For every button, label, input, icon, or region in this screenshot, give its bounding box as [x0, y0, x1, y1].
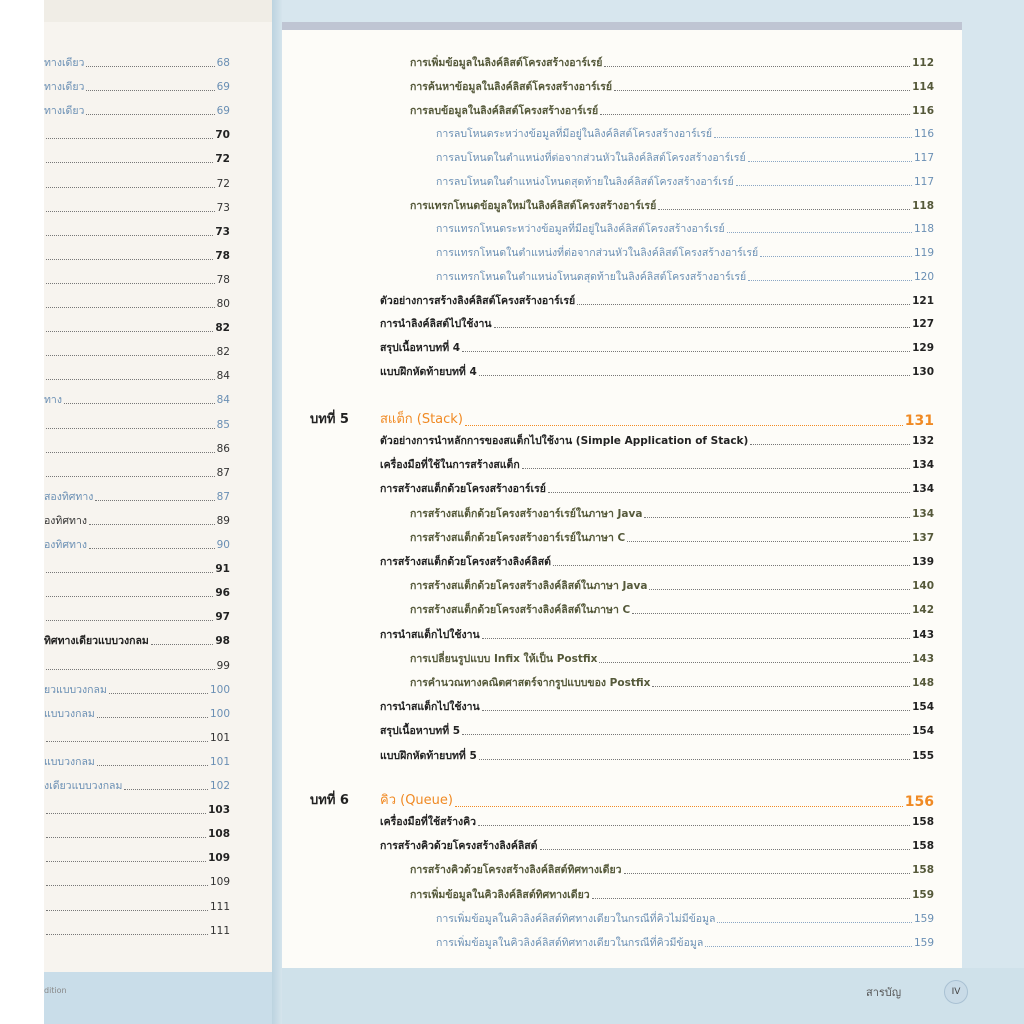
toc-entry-title: การเพิ่มข้อมูลในคิวลิงค์ลิสต์ทิศทางเดียว [410, 888, 590, 901]
toc-entry-page-number: 154 [912, 701, 934, 714]
toc-entry-title: การค้นหาข้อมูลในลิงค์ลิสต์โครงสร้างอาร์เรย์ [410, 80, 613, 93]
toc-entry-page-number: 109 [209, 876, 230, 889]
dot-leader [46, 138, 213, 139]
dot-leader [97, 765, 208, 766]
toc-entry-level-2[interactable] [436, 128, 934, 141]
left-toc-entry[interactable] [44, 539, 230, 552]
dot-leader [727, 232, 912, 233]
toc-entry-page-number: 129 [912, 342, 934, 354]
toc-entry-page-number: 108 [208, 828, 230, 841]
left-toc-entry[interactable] [44, 732, 230, 745]
toc-entry-title: การลบโหนดระหว่างข้อมูลที่มีอยู่ในลิงค์ลิสต์โครงสร้างอาร์เรย์ [436, 128, 713, 141]
left-toc-entry[interactable] [44, 346, 230, 359]
toc-entry-page-number: 69 [216, 105, 230, 118]
dot-leader [46, 187, 215, 188]
toc-entry-page-number: 111 [209, 900, 230, 913]
toc-entry-level-2[interactable] [436, 247, 934, 260]
left-toc-entry[interactable] [44, 467, 230, 480]
toc-entry-level-1[interactable] [410, 653, 934, 666]
toc-entry-page-number: 143 [912, 652, 934, 665]
toc-entry-title: การสร้างสแต็กด้วยโครงสร้างอาร์เรย์ [380, 483, 546, 496]
dot-leader [455, 806, 903, 807]
dot-leader [64, 403, 215, 404]
right-page [282, 0, 1024, 1024]
dot-leader [46, 283, 215, 284]
dot-leader [604, 66, 910, 67]
toc-entry-title: การสร้างสแต็กด้วยโครงสร้างอาร์เรย์ในภาษา C [410, 531, 626, 544]
toc-entry-page-number: 82 [216, 346, 230, 359]
dot-leader [627, 541, 910, 542]
toc-entry-page-number: 101 [209, 755, 230, 768]
chapter-heading[interactable] [380, 789, 934, 810]
dot-leader [714, 137, 912, 138]
left-toc-entry[interactable] [44, 419, 230, 432]
right-page-top-band [282, 22, 962, 30]
chapter-number: บทที่ 6 [310, 793, 349, 808]
toc-entry-level-0[interactable] [380, 459, 934, 472]
toc-entry-page-number: 102 [209, 780, 230, 792]
toc-entry-title: ทางเดียว [44, 57, 85, 69]
toc-entry-title: สองทิศทาง [44, 490, 94, 503]
toc-entry-page-number: 91 [215, 563, 230, 576]
dot-leader [95, 500, 214, 501]
toc-entry-level-0[interactable] [380, 295, 934, 308]
toc-entry-level-1[interactable] [410, 508, 934, 521]
toc-entry-page-number: 69 [216, 81, 230, 94]
dot-leader [46, 741, 208, 742]
toc-entry-level-0[interactable] [380, 435, 934, 448]
toc-entry-page-number: 116 [912, 104, 934, 117]
dot-leader [614, 90, 910, 91]
toc-entry-page-number: 90 [216, 539, 230, 551]
dot-leader [540, 849, 911, 850]
left-toc-entry[interactable] [44, 202, 230, 215]
toc-entry-title: ตัวอย่างการสร้างลิงค์ลิสต์โครงสร้างอาร์เรย์ [380, 294, 576, 307]
left-toc-entry[interactable] [44, 587, 230, 600]
toc-entry-page-number: 137 [912, 531, 934, 544]
toc-entry-page-number: 78 [216, 273, 230, 286]
toc-entry-level-0[interactable] [380, 342, 934, 355]
dot-leader [553, 565, 910, 566]
scan-margin [0, 0, 44, 1024]
dot-leader [86, 90, 214, 91]
dot-leader [632, 613, 910, 614]
left-toc-entry[interactable] [44, 226, 230, 239]
toc-entry-page-number: 134 [912, 507, 934, 520]
dot-leader [548, 492, 910, 493]
toc-entry-level-1[interactable] [410, 81, 934, 94]
dot-leader [46, 476, 215, 477]
dot-leader [705, 946, 912, 947]
toc-entry-page-number: 97 [215, 611, 230, 624]
toc-entry-page-number: 100 [209, 707, 230, 720]
toc-entry-page-number: 158 [912, 864, 934, 877]
left-toc-entry[interactable] [44, 274, 230, 287]
toc-entry-title: การแทรกโหนดในตำแหน่งที่ต่อจากส่วนหัวในลิงค์ลิสต์โครงสร้างอาร์เรย์ [436, 247, 759, 259]
chapter-page-number: 131 [904, 413, 934, 429]
dot-leader [46, 355, 215, 356]
dot-leader [479, 759, 910, 760]
dot-leader [46, 934, 208, 935]
left-toc-entry[interactable] [44, 394, 230, 407]
toc-entry-page-number: 99 [216, 659, 230, 672]
dot-leader [644, 517, 910, 518]
toc-entry-title: สรุปเนื้อหาบทที่ 5 [380, 725, 461, 738]
left-toc-entry[interactable] [44, 178, 230, 191]
toc-entry-page-number: 154 [912, 725, 934, 738]
dot-leader [750, 444, 910, 445]
toc-entry-title: สรุปเนื้อหาบทที่ 4 [380, 342, 461, 354]
left-toc-entry[interactable] [44, 852, 230, 865]
toc-entry-page-number: 87 [216, 490, 230, 503]
left-toc-entry[interactable] [44, 756, 230, 769]
toc-entry-page-number: 84 [216, 370, 230, 383]
toc-entry-title: การเพิ่มข้อมูลในคิวลิงค์ลิสต์ทิศทางเดียวในกรณีที่คิวมีข้อมูล [436, 937, 704, 949]
dot-leader [658, 209, 910, 210]
toc-entry-page-number: 119 [913, 247, 934, 259]
left-toc-entry[interactable] [44, 153, 230, 166]
left-toc-entry[interactable] [44, 129, 230, 142]
left-toc-entry[interactable] [44, 780, 230, 793]
toc-entry-page-number: 159 [912, 888, 934, 901]
toc-entry-level-0[interactable] [380, 725, 934, 738]
dot-leader [522, 468, 910, 469]
toc-entry-title: องทิศทาง [44, 514, 87, 527]
toc-entry-page-number: 140 [912, 580, 934, 593]
left-toc-entry[interactable] [44, 828, 230, 841]
left-toc-entry[interactable] [44, 635, 230, 648]
toc-entry-page-number: 117 [913, 152, 934, 164]
toc-entry-page-number: 72 [216, 177, 230, 190]
toc-entry-page-number: 87 [216, 466, 230, 479]
left-toc-entry[interactable] [44, 491, 230, 504]
dot-leader [46, 813, 206, 814]
toc-entry-title: การสร้างสแต็กด้วยโครงสร้างอาร์เรย์ในภาษา Java [410, 507, 643, 520]
toc-entry-title: การนำสแต็กไปใช้งาน [380, 701, 480, 714]
dot-leader [624, 873, 911, 874]
toc-entry-level-0[interactable] [380, 816, 934, 829]
dot-leader [482, 638, 910, 639]
chapter-title: คิว (Queue) [380, 793, 453, 808]
dot-leader [736, 185, 912, 186]
dot-leader [46, 162, 213, 163]
toc-entry-title: ยวแบบวงกลม [44, 683, 107, 696]
toc-entry-page-number: 70 [215, 129, 230, 142]
toc-entry-page-number: 86 [216, 442, 230, 455]
left-toc-entry[interactable] [44, 250, 230, 263]
toc-entry-level-2[interactable] [436, 176, 934, 189]
toc-entry-level-0[interactable] [380, 483, 934, 496]
toc-entry-title: การแทรกโหนดระหว่างข้อมูลที่มีอยู่ในลิงค์ลิสต์โครงสร้างอาร์เรย์ [436, 223, 725, 236]
toc-entry-title: การสร้างสแต็กด้วยโครงสร้างลิงค์ลิสต์ [380, 556, 551, 568]
toc-entry-level-1[interactable] [410, 200, 934, 213]
toc-entry-page-number: 114 [912, 80, 934, 93]
left-page [44, 0, 272, 1024]
toc-entry-page-number: 120 [913, 270, 934, 283]
toc-entry-level-1[interactable] [410, 580, 934, 593]
left-toc-entry[interactable] [44, 611, 230, 624]
toc-entry-title: ทิศทางเดียวแบบวงกลม [44, 635, 149, 648]
toc-entry-level-2[interactable] [436, 937, 934, 950]
toc-entry-title: การคำนวณทางคณิตศาสตร์จากรูปแบบของ Postfix [410, 677, 651, 689]
toc-entry-level-0[interactable] [380, 629, 934, 642]
left-toc-entry[interactable] [44, 804, 230, 817]
dot-leader [46, 837, 206, 838]
toc-entry-level-1[interactable] [410, 532, 934, 545]
toc-entry-page-number: 78 [215, 249, 230, 262]
toc-entry-title: การนำลิงค์ลิสต์ไปใช้งาน [380, 318, 492, 331]
toc-entry-title: การแทรกโหนดข้อมูลใหม่ในลิงค์ลิสต์โครงสร้างอาร์เรย์ [410, 199, 657, 212]
toc-entry-level-0[interactable] [380, 750, 934, 763]
dot-leader [478, 825, 910, 826]
toc-entry-title: ตัวอย่างการนำหลักการของสแต็กไปใช้งาน (Simple Application of Stack) [380, 435, 749, 447]
left-toc-entry[interactable] [44, 57, 230, 70]
dot-leader [86, 114, 214, 115]
toc-entry-level-1[interactable] [410, 105, 934, 118]
chapter-title: สแต็ก (Stack) [380, 412, 463, 427]
toc-entry-page-number: 158 [912, 816, 934, 828]
toc-entry-title: การนำสแต็กไปใช้งาน [380, 628, 480, 641]
toc-entry-title: การเพิ่มข้อมูลในคิวลิงค์ลิสต์ทิศทางเดียวในกรณีที่คิวไม่มีข้อมูล [436, 912, 716, 925]
dot-leader [151, 644, 214, 645]
toc-entry-page-number: 100 [209, 683, 230, 696]
dot-leader [97, 717, 208, 718]
dot-leader [748, 280, 912, 281]
dot-leader [46, 620, 213, 621]
left-toc-entry[interactable] [44, 925, 230, 938]
toc-entry-title: แบบวงกลม [44, 755, 95, 768]
toc-entry-page-number: 142 [912, 604, 934, 617]
toc-entry-page-number: 96 [215, 587, 230, 600]
dot-leader [748, 161, 912, 162]
left-toc-entry[interactable] [44, 684, 230, 697]
left-toc-entry[interactable] [44, 563, 230, 576]
toc-entry-level-0[interactable] [380, 840, 934, 853]
toc-entry-page-number: 118 [912, 199, 934, 212]
toc-entry-level-2[interactable] [436, 913, 934, 926]
dot-leader [462, 734, 910, 735]
toc-entry-level-0[interactable] [380, 556, 934, 569]
chapter-number: บทที่ 5 [310, 412, 349, 427]
dot-leader [46, 452, 215, 453]
toc-entry-level-2[interactable] [436, 223, 934, 236]
toc-entry-title: เครื่องมือที่ใช้ในการสร้างสแต็ก [380, 459, 520, 472]
left-toc-entry[interactable] [44, 298, 230, 311]
toc-entry-title: การเพิ่มข้อมูลในลิงค์ลิสต์โครงสร้างอาร์เรย์ [410, 57, 603, 69]
dot-leader [46, 910, 208, 911]
left-page-top-edge [44, 0, 272, 22]
toc-entry-page-number: 143 [912, 628, 934, 641]
toc-entry-page-number: 103 [208, 804, 230, 817]
toc-entry-page-number: 148 [912, 677, 934, 689]
chapter-heading[interactable] [380, 408, 934, 429]
toc-entry-level-0[interactable] [380, 701, 934, 714]
toc-entry-title: การลบโหนดในตำแหน่งที่ต่อจากส่วนหัวในลิงค์ลิสต์โครงสร้างอาร์เรย์ [436, 152, 746, 164]
toc-entry-page-number: 111 [209, 924, 230, 937]
dot-leader [649, 589, 910, 590]
dot-leader [46, 259, 213, 260]
toc-entry-title: องทิศทาง [44, 539, 87, 551]
dot-leader [89, 548, 215, 549]
left-toc-entry[interactable] [44, 515, 230, 528]
toc-entry-level-1[interactable] [410, 864, 934, 877]
dot-leader [46, 211, 215, 212]
toc-entry-page-number: 159 [913, 937, 934, 949]
dot-leader [482, 710, 910, 711]
dot-leader [600, 114, 910, 115]
toc-entry-page-number: 85 [216, 418, 230, 431]
toc-entry-page-number: 139 [912, 556, 934, 568]
toc-entry-page-number: 118 [913, 223, 934, 236]
toc-entry-level-2[interactable] [436, 271, 934, 284]
dot-leader [577, 304, 910, 305]
dot-leader [46, 235, 213, 236]
dot-leader [46, 669, 215, 670]
page-number-badge: IV [944, 980, 968, 1004]
toc-entry-page-number: 116 [913, 128, 934, 141]
toc-entry-page-number: 158 [912, 840, 934, 853]
dot-leader [599, 662, 910, 663]
right-page-bottom-edge [282, 968, 1024, 1024]
toc-entry-page-number: 109 [208, 852, 230, 865]
dot-leader [479, 375, 910, 376]
dot-leader [109, 693, 208, 694]
left-toc-entry[interactable] [44, 876, 230, 889]
toc-entry-title: แบบวงกลม [44, 707, 95, 720]
left-toc-entry[interactable] [44, 105, 230, 118]
dot-leader [46, 596, 213, 597]
toc-entry-page-number: 127 [912, 318, 934, 331]
dot-leader [86, 66, 214, 67]
toc-entry-title: แบบฝึกหัดท้ายบทที่ 5 [380, 749, 477, 762]
toc-entry-level-2[interactable] [436, 152, 934, 165]
toc-entry-title: การสร้างสแต็กด้วยโครงสร้างลิงค์ลิสต์ในภาษา C [410, 604, 631, 617]
toc-entry-title: การแทรกโหนดในตำแหน่งโหนดสุดท้ายในลิงค์ลิสต์โครงสร้างอาร์เรย์ [436, 270, 747, 283]
toc-entry-page-number: 130 [912, 365, 934, 378]
toc-entry-level-1[interactable] [410, 57, 934, 70]
dot-leader [124, 789, 208, 790]
toc-entry-page-number: 82 [215, 322, 230, 335]
toc-entry-page-number: 101 [209, 731, 230, 744]
toc-entry-page-number: 80 [216, 298, 230, 310]
toc-entry-title: ทางเดียว [44, 81, 85, 94]
dot-leader [46, 331, 213, 332]
toc-entry-page-number: 73 [215, 225, 230, 238]
toc-entry-title: การสร้างคิวด้วยโครงสร้างลิงค์ลิสต์ทิศทางเดียว [410, 864, 622, 877]
dot-leader [46, 572, 213, 573]
toc-entry-title: การลบข้อมูลในลิงค์ลิสต์โครงสร้างอาร์เรย์ [410, 104, 599, 117]
toc-entry-level-0[interactable] [380, 318, 934, 331]
toc-entry-title: งเดียวแบบวงกลม [44, 780, 123, 792]
toc-entry-page-number: 73 [216, 201, 230, 214]
chapter-page-number: 156 [904, 794, 934, 810]
toc-entry-level-1[interactable] [410, 677, 934, 690]
left-page-bottom-edge [44, 972, 272, 1024]
toc-entry-page-number: 159 [913, 912, 934, 925]
toc-entry-page-number: 98 [215, 635, 230, 648]
toc-entry-title: การเปลี่ยนรูปแบบ Infix ให้เป็น Postfix [410, 652, 598, 665]
left-toc-entry[interactable] [44, 81, 230, 94]
toc-entry-page-number: 132 [912, 435, 934, 447]
toc-entry-page-number: 112 [912, 57, 934, 69]
dot-leader [46, 885, 208, 886]
toc-entry-title: แบบฝึกหัดท้ายบทที่ 4 [380, 365, 477, 378]
dot-leader [717, 922, 911, 923]
toc-entry-page-number: 155 [912, 749, 934, 762]
dot-leader [46, 379, 215, 380]
dot-leader [592, 898, 910, 899]
toc-entry-level-1[interactable] [410, 604, 934, 617]
dot-leader [465, 425, 903, 426]
toc-entry-title: ทาง [44, 394, 62, 407]
dot-leader [89, 524, 215, 525]
dot-leader [760, 256, 912, 257]
toc-entry-page-number: 68 [216, 57, 230, 69]
toc-entry-page-number: 134 [912, 483, 934, 496]
dot-leader [462, 351, 910, 352]
left-toc-entry[interactable] [44, 708, 230, 721]
dot-leader [494, 327, 910, 328]
toc-entry-page-number: 134 [912, 459, 934, 472]
left-footer-text: dition [44, 986, 67, 995]
toc-entry-page-number: 72 [215, 153, 230, 166]
toc-entry-page-number: 117 [913, 175, 934, 188]
left-toc-entry[interactable] [44, 322, 230, 335]
toc-entry-page-number: 121 [912, 294, 934, 307]
toc-entry-level-1[interactable] [410, 889, 934, 902]
toc-entry-title: ทางเดียว [44, 105, 85, 118]
toc-entry-level-0[interactable] [380, 366, 934, 379]
toc-entry-title: เครื่องมือที่ใช้สร้างคิว [380, 816, 477, 828]
dot-leader [46, 861, 206, 862]
book-gutter [272, 0, 282, 1024]
right-footer-label: สารบัญ [866, 986, 902, 999]
dot-leader [46, 307, 215, 308]
toc-entry-title: การสร้างสแต็กด้วยโครงสร้างลิงค์ลิสต์ในภาษา Java [410, 580, 648, 593]
left-toc-entry[interactable] [44, 443, 230, 456]
dot-leader [46, 428, 215, 429]
dot-leader [652, 686, 910, 687]
left-toc-entry[interactable] [44, 370, 230, 383]
left-toc-entry[interactable] [44, 901, 230, 914]
toc-entry-title: การลบโหนดในตำแหน่งโหนดสุดท้ายในลิงค์ลิสต์โครงสร้างอาร์เรย์ [436, 175, 734, 188]
toc-entry-page-number: 89 [216, 514, 230, 527]
left-toc-entry[interactable] [44, 660, 230, 673]
toc-entry-title: การสร้างคิวด้วยโครงสร้างลิงค์ลิสต์ [380, 840, 538, 853]
toc-entry-page-number: 84 [216, 394, 230, 407]
